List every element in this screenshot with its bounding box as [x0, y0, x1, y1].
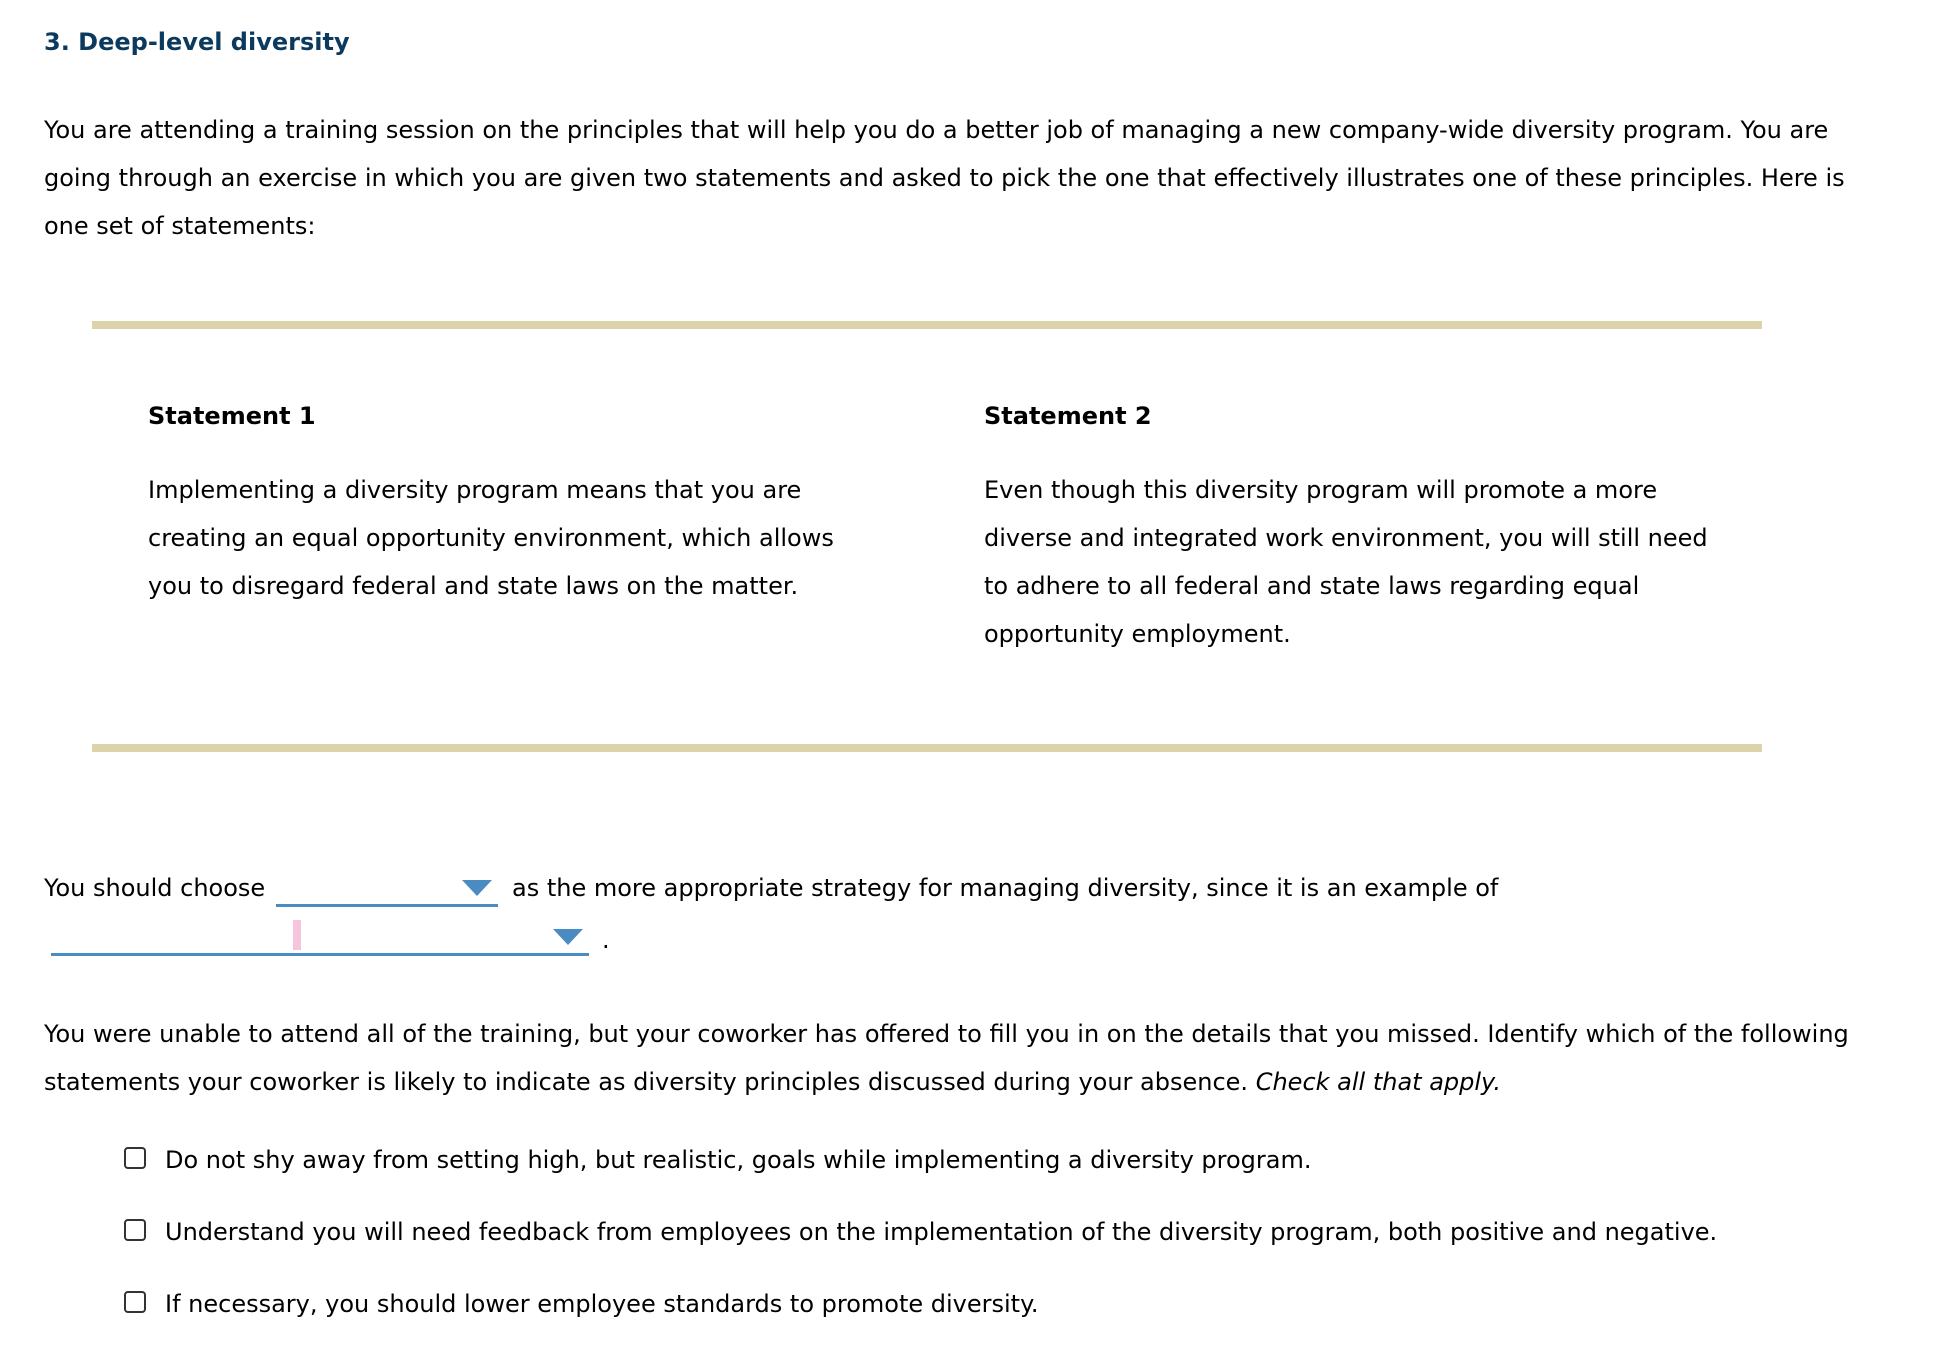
option-1-checkbox[interactable]: [124, 1147, 146, 1169]
dropdown-arrow-icon: [462, 880, 492, 896]
option-2-label[interactable]: Understand you will need feedback from employees on the implementation of the diversity program, both positive and negative.: [165, 1218, 1718, 1246]
fill-in-prefix: You should choose: [44, 874, 266, 902]
statement-2-heading: Statement 2: [984, 402, 1152, 430]
fill-in-middle: as the more appropriate strategy for managing diversity, since it is an example of: [512, 874, 1499, 902]
question-2-prompt: You were unable to attend all of the training, but your coworker has offered to fill you in on the details that you missed. Identify which of the following statements your coworker is likely to indicate as diversity principles discussed during your absence.: [44, 1020, 1849, 1096]
divider-bottom: [92, 744, 1762, 752]
question-2-text: [44, 1010, 1914, 1106]
options-list: [124, 1145, 1717, 1361]
question-title: 3. Deep-level diversity: [44, 28, 350, 56]
statement-2-text: Even though this diversity program will promote a more diverse and integrated work environment, you will still need to adhere to all federal and state laws regarding equal opportunity employment.: [984, 476, 1708, 648]
option-3-checkbox[interactable]: [124, 1291, 146, 1313]
question-intro: You are attending a training session on the principles that will help you do a better job of managing a new company-wide diversity program. You are going through an exercise in which you are given two statements and asked to pick the one that effectively illustrates one of these principles. Here is one set of statements:: [44, 116, 1845, 240]
statement-1-heading: Statement 1: [148, 402, 316, 430]
option-1-label[interactable]: Do not shy away from setting high, but realistic, goals while implementing a diversity program.: [165, 1146, 1312, 1174]
principle-choice-dropdown[interactable]: [51, 920, 589, 956]
statement-2: [984, 398, 1724, 658]
option-2[interactable]: [124, 1217, 1717, 1289]
statement-1-text: Implementing a diversity program means that you are creating an equal opportunity environment, which allows you to disregard federal and state laws on the matter.: [148, 476, 834, 600]
option-1[interactable]: [124, 1145, 1717, 1217]
statement-1: [148, 398, 868, 610]
dropdown-arrow-icon: [553, 929, 583, 945]
statement-choice-dropdown[interactable]: [276, 872, 498, 907]
fill-in-suffix: .: [602, 926, 610, 954]
divider-top: [92, 321, 1762, 329]
option-3[interactable]: [124, 1289, 1717, 1361]
option-3-label[interactable]: If necessary, you should lower employee standards to promote diversity.: [165, 1290, 1039, 1318]
option-2-checkbox[interactable]: [124, 1219, 146, 1241]
check-all-instruction: Check all that apply.: [1255, 1068, 1502, 1096]
